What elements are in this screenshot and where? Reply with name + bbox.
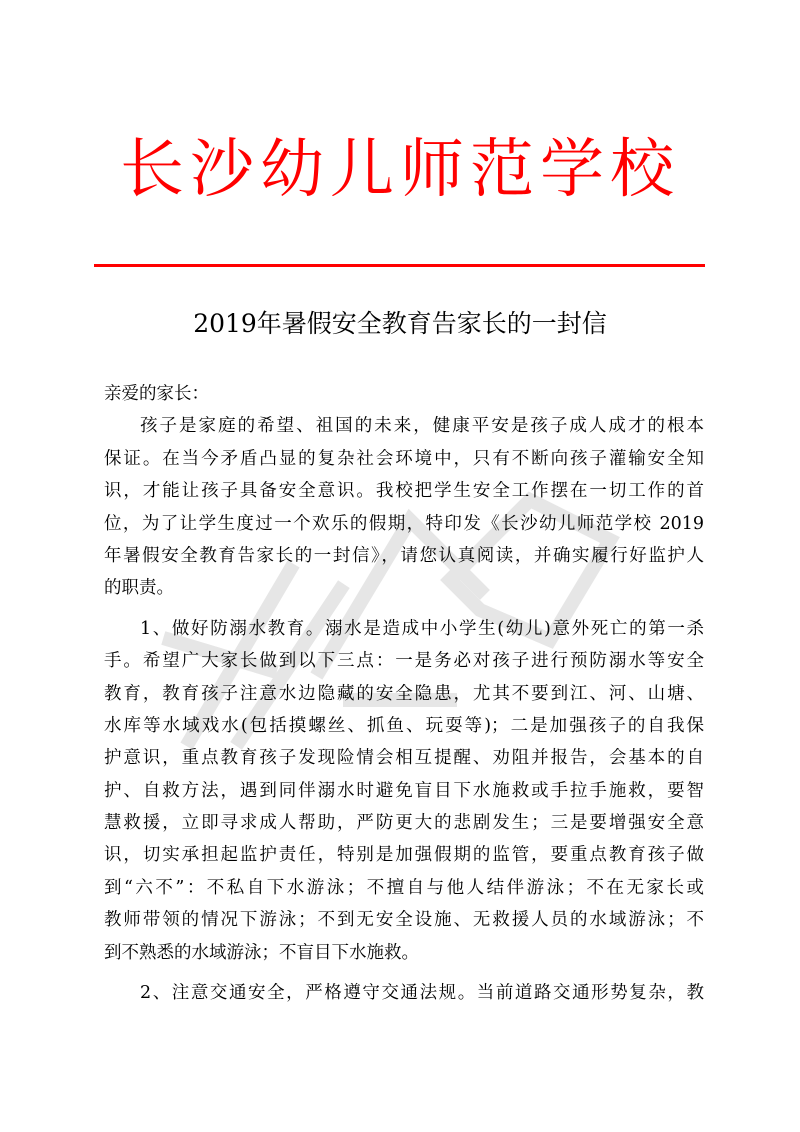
text-line: 护意识，重点教育孩子发现险情会相互提醒、劝阻并报告，会基本的自 — [104, 748, 704, 769]
letter-body — [104, 378, 704, 1009]
text-line: 识，才能让孩子具备安全意识。我校把学生安全工作摆在一切工作的首 — [104, 481, 704, 502]
text-line: 孩子是家庭的希望、祖国的未来，健康平安是孩子成人成才的根本 — [140, 416, 704, 437]
paragraph-spacing — [104, 605, 704, 613]
text-line: 1、做好防溺水教育。溺水是造成中小学生(幼儿)意外死亡的第一杀 — [140, 618, 704, 639]
paragraph-traffic-safety — [104, 977, 704, 1009]
text-line: 慧救援，立即寻求成人帮助，严防更大的悲剧发生；三是要增强安全意 — [104, 813, 704, 834]
text-line: 的职责。 — [104, 578, 174, 599]
letter-title: 2019年暑假安全教育告家长的一封信 — [193, 309, 607, 338]
paragraph-drowning-prevention — [104, 613, 704, 969]
text-line: 护、自救方法，遇到同伴溺水时避免盲目下水施救或手拉手施救，要智 — [104, 780, 704, 801]
text-line: 水库等水域戏水(包括摸螺丝、抓鱼、玩耍等)；二是加强孩子的自我保 — [104, 715, 704, 736]
text-line: 教师带领的情况下游泳；不到无安全设施、无救援人员的水域游泳；不 — [104, 910, 704, 931]
text-line: 识，切实承担起监护责任，特别是加强假期的监管，要重点教育孩子做 — [104, 845, 704, 866]
text-line: 年暑假安全教育告家长的一封信》，请您认真阅读，并确实履行好监护人 — [104, 545, 704, 566]
text-line: 2、注意交通安全，严格遵守交通法规。当前道路交通形势复杂，教 — [140, 983, 704, 1004]
text-line: 手。希望广大家长做到以下三点：一是务必对孩子进行预防溺水等安全 — [104, 651, 704, 672]
text-line: 到“六不”：不私自下水游泳；不擅自与他人结伴游泳；不在无家长或 — [104, 877, 704, 898]
paragraph-spacing — [104, 969, 704, 977]
text-line: 保证。在当今矛盾凸显的复杂社会环境中，只有不断向孩子灌输安全知 — [104, 448, 704, 469]
masthead-divider — [94, 264, 705, 267]
text-line: 位，为了让学生度过一个欢乐的假期，特印发《长沙幼儿师范学校 2019 — [104, 513, 704, 534]
text-line: 教育，教育孩子注意水边隐藏的安全隐患，尤其不要到江、河、山塘、 — [104, 683, 704, 704]
salutation: 亲爱的家长： — [104, 384, 209, 404]
paragraph-intro — [104, 410, 704, 604]
school-masthead: 长沙幼儿师范学校 — [120, 133, 680, 207]
text-line: 到不熟悉的水域游泳；不盲目下水施救。 — [104, 942, 419, 963]
